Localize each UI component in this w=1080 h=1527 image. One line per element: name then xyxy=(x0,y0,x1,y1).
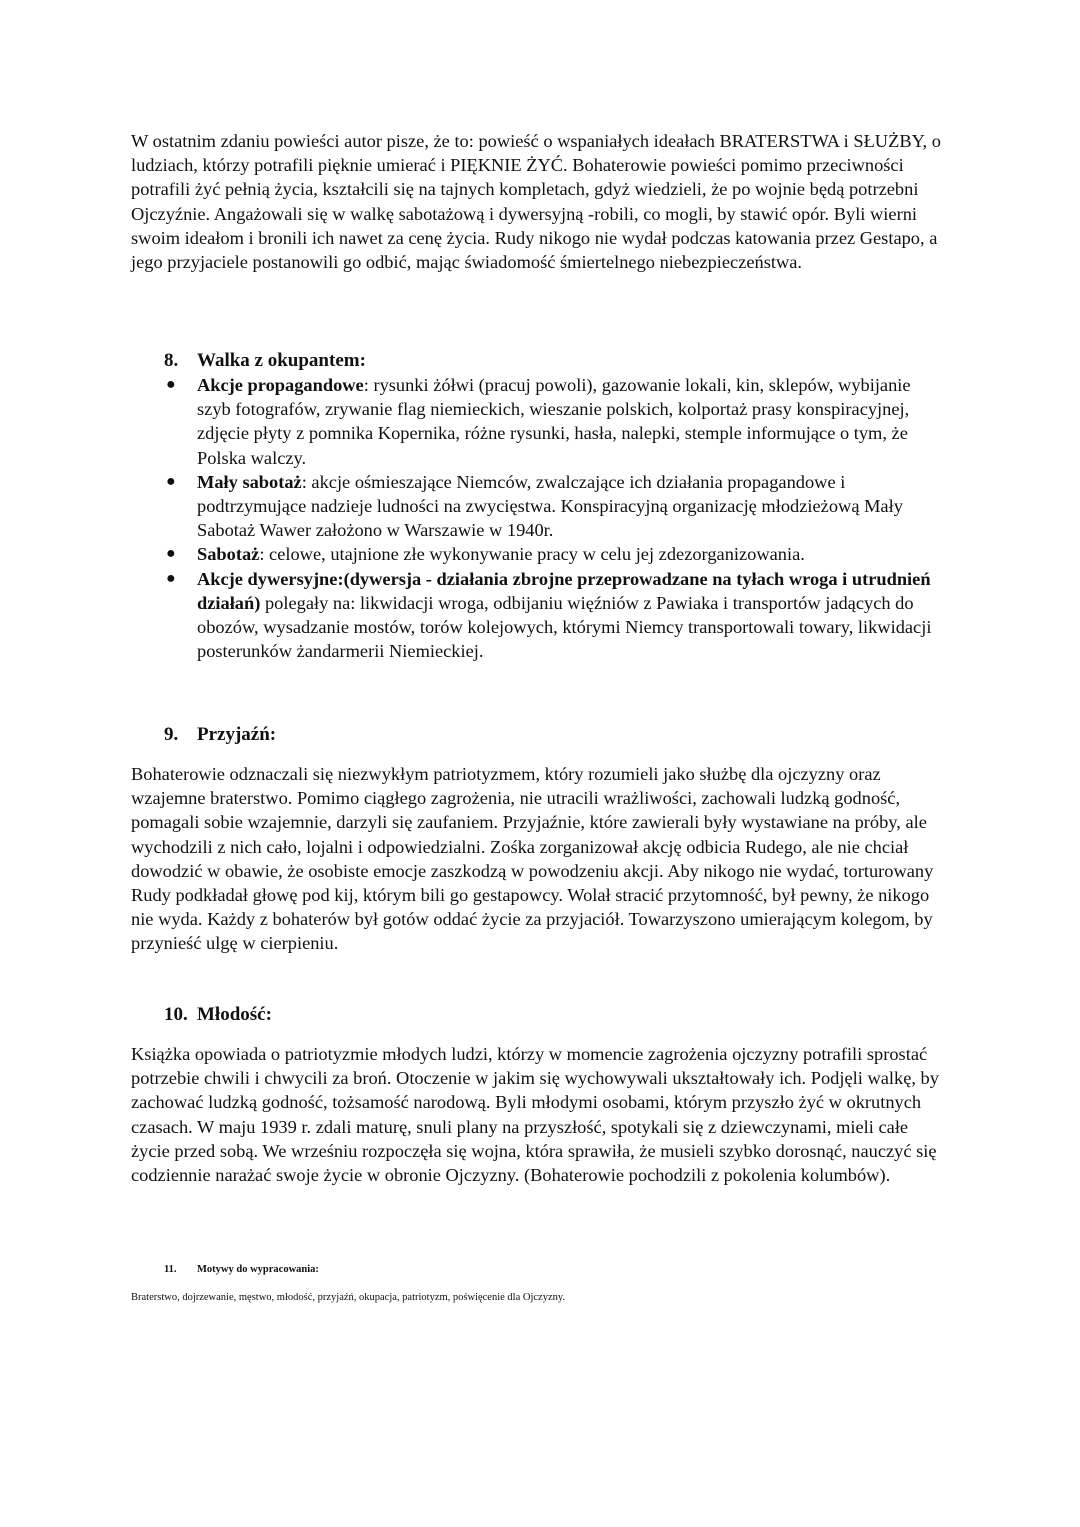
section-8-list xyxy=(164,373,934,663)
section-9-heading xyxy=(164,723,276,747)
bullet-icon: ● xyxy=(166,569,176,587)
term-akcje-dywersyjne: Akcje dywersyjne xyxy=(197,568,338,589)
bullet-icon: ● xyxy=(166,376,176,393)
term-maly-sabotaz: Mały sabotaż xyxy=(197,471,302,492)
section-11-number: 11. xyxy=(164,1264,177,1275)
section-8-title: Walka z okupantem: xyxy=(197,350,366,371)
item-text: polegały na: likwidacji wroga, odbijaniu więźniów z Pawiaka i transportów jadących do obozów, wysadzanie mostów, torów kolejowych, którymi Niemcy transportowali towary, likwidacji posterunków żandarmerii Niemieckiej. xyxy=(197,592,932,662)
section-11-heading xyxy=(164,1264,319,1275)
section-10-heading xyxy=(164,1003,272,1027)
list-item xyxy=(164,470,934,543)
section-9-title: Przyjaźń: xyxy=(197,724,277,745)
bullet-icon: ● xyxy=(166,472,176,490)
section-10-paragraph: Książka opowiada o patriotyzmie młodych ludzi, którzy w momencie zagrożenia ojczyzny potrafili sprostać potrzebie chwili i chwycili za broń. Otoczenie w jakim się wychowywali ukształtowały ich. Podjęli walkę, by zachować ludzką godność, tożsamość narodową. Byli młodymi osobami, którym przyszło żyć w okrutnych czasach. W maju 1939 r. zdali maturę, snuli plany na przyszłość, spotykali się z dziewczynami, mieli całe życie przed sobą. We wrześniu rozpoczęła się wojna, która sprawiła, że musieli szybko dorosnąć, nauczyć się codziennie narażać swoje życie w obronie Ojczyzny. (Bohaterowie pochodzili z pokolenia kolumbów). xyxy=(131,1044,939,1186)
bullet-icon: ● xyxy=(166,545,176,563)
section-10-number: 10. xyxy=(164,1004,188,1025)
intro-paragraph: W ostatnim zdaniu powieści autor pisze, że to: powieść o wspaniałych ideałach BRATERSTWA i SŁUŻBY, o ludziach, którzy potrafili pięknie umierać i PIĘKNIE ŻYĆ. Bohaterowie powieści pomimo przeciwności potrafili żyć pełnią życia, kształcili się na tajnych kompletach, gdyż wiedzieli, że po wojnie będą potrzebni Ojczyźnie. Angażowali się w walkę sabotażową i dywersyjną -robili, co mogli, by stawić opór. Byli wierni swoim ideałom i bronili ich nawet za cenę życia. Rudy nikogo nie wydał podczas katowania przez Gestapo, a jego przyjaciele postanowili go odbić, mając świadomość śmiertelnego niebezpieczeństwa. xyxy=(131,131,941,273)
term-definition: :(dywersja - działania zbrojne przeprowadzane na tyłach wroga i utrudnień działań) xyxy=(197,568,931,613)
section-8-heading xyxy=(164,349,366,373)
section-11-paragraph: Braterstwo, dojrzewanie, męstwo, młodość, przyjaźń, okupacja, patriotyzm, poświęcenie dla Ojczyzny. xyxy=(131,1292,566,1303)
item-text: : akcje ośmieszające Niemców, zwalczające ich działania propagandowe i podtrzymujące nadzieje ludności na zwycięstwa. Konspiracyjną organizację młodzieżową Mały Sabotaż Wawer założono w Warszawie w 1940r. xyxy=(197,471,903,541)
item-text: : rysunki żółwi (pracuj powoli), gazowanie lokali, kin, sklepów, wybijanie szyb fotografów, zrywanie flag niemieckich, wieszanie polskich, kolportaż prasy konspiracyjnej, zdjęcie płyty z pomnika Kopernika, różne rysunki, hasła, nalepki, stemple informujące o tym, że Polska walczy. xyxy=(197,375,911,468)
section-11-title: Motywy do wypracowania: xyxy=(197,1264,319,1275)
section-9-number: 9. xyxy=(164,724,179,745)
section-10-title: Młodość: xyxy=(197,1004,272,1025)
term-sabotaz: Sabotaż xyxy=(197,544,260,565)
list-item xyxy=(164,542,934,566)
list-item xyxy=(164,373,934,470)
term-akcje-propagandowe: Akcje propagandowe xyxy=(197,375,364,395)
section-8-number: 8. xyxy=(164,350,179,371)
item-text: : celowe, utajnione złe wykonywanie pracy w celu jej zdezorganizowania. xyxy=(259,544,805,565)
section-9-paragraph: Bohaterowie odznaczali się niezwykłym patriotyzmem, który rozumieli jako służbę dla ojczyzny oraz wzajemne braterstwo. Pomimo ciągłego zagrożenia, nie utracili wrażliwości, zachowali ludzką godność, pomagali sobie wzajemnie, darzyli się zaufaniem. Przyjaźnie, które zawierali były wystawiane na próby, ale wychodzili z nich cało, lojalni i odpowiedzialni. Zośka zorganizował akcję odbicia Rudego, ale nie chciał dowodzić w obawie, że osobiste emocje zaszkodzą w powodzeniu akcji. Aby nikogo nie wydać, torturowany Rudy podkładał głowę pod kij, którym bili go gestapowcy. Wolał stracić przytomność, był pewny, że nikogo nie wyda. Każdy z bohaterów był gotów oddać życie za przyjaciół. Towarzyszono umierającym kolegom, by przynieść ulgę w cierpieniu. xyxy=(131,764,934,954)
list-item xyxy=(164,567,934,664)
